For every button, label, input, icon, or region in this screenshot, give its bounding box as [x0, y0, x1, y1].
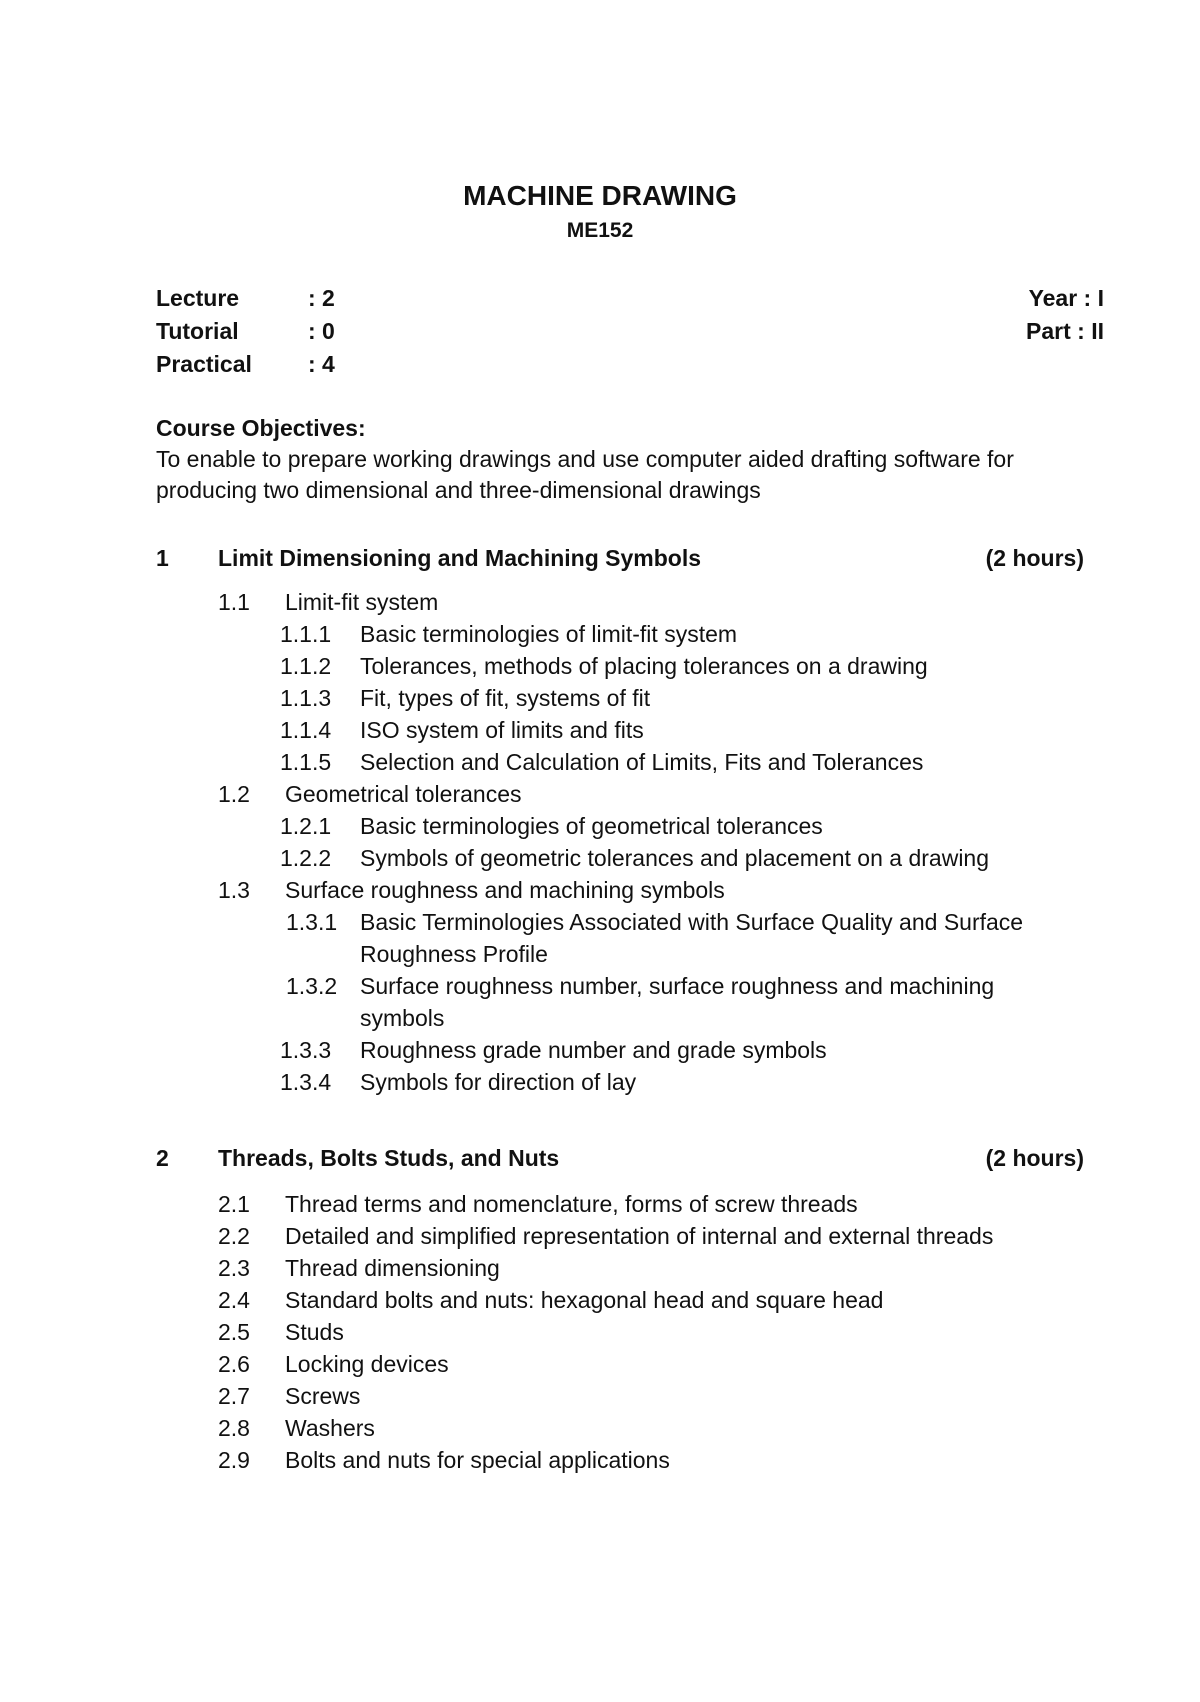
- sub-item-text: Basic terminologies of geometrical tolerances: [360, 813, 823, 839]
- hours-block: [156, 282, 335, 381]
- item-number: 1.3: [218, 877, 250, 903]
- section-title: Limit Dimensioning and Machining Symbols: [218, 545, 702, 571]
- section-number: 2: [156, 1145, 169, 1171]
- sub-item-text: Basic terminologies of limit-fit system: [360, 621, 738, 647]
- section-number: 1: [156, 545, 169, 571]
- sub-item-number: 1.1.3: [280, 685, 332, 711]
- item-text: Locking devices: [285, 1351, 449, 1377]
- section-items: [218, 586, 1098, 1098]
- section-items: [218, 1188, 1098, 1476]
- sub-item-number: 1.1.1: [280, 621, 332, 647]
- lecture-row: [156, 282, 335, 315]
- item-number: 2.5: [218, 1319, 250, 1345]
- list-item: [218, 1380, 1098, 1412]
- course-code: ME152: [566, 219, 634, 242]
- sub-item-number: 1.2.1: [280, 813, 332, 839]
- item-text: Detailed and simplified representation of internal and external threads: [285, 1223, 994, 1249]
- tutorial-value: : 0: [308, 318, 335, 344]
- sub-item-text: Surface roughness number, surface roughness and machining symbols: [360, 973, 995, 1031]
- year-part-block: [1026, 282, 1104, 348]
- list-item: [218, 1412, 1098, 1444]
- objectives-heading: Course Objectives:: [156, 415, 366, 441]
- sub-item-text: Symbols of geometric tolerances and placement on a drawing: [360, 845, 990, 871]
- objectives-text: To enable to prepare working drawings and use computer aided drafting software for producing two dimensional and three-dimensional drawings: [156, 446, 1014, 503]
- sub-item: [218, 1034, 1098, 1066]
- list-item: [218, 1348, 1098, 1380]
- sub-item-number: 1.3.2: [286, 973, 338, 999]
- practical-label: Practical: [156, 351, 252, 377]
- sub-item-number: 1.3.3: [280, 1037, 332, 1063]
- lecture-label: Lecture: [156, 285, 240, 311]
- item-text: Surface roughness and machining symbols: [285, 877, 725, 903]
- sub-item-text: ISO system of limits and fits: [360, 717, 644, 743]
- lecture-value: : 2: [308, 285, 335, 311]
- course-title: MACHINE DRAWING: [463, 180, 737, 211]
- item-number: 2.7: [218, 1383, 250, 1409]
- sub-item: [218, 650, 1098, 682]
- sub-item-text: Selection and Calculation of Limits, Fits and Tolerances: [360, 749, 924, 775]
- list-item: [218, 1220, 1098, 1252]
- year-label: Year : I: [1028, 285, 1104, 311]
- sub-item: [218, 1066, 1098, 1098]
- sub-item: [218, 618, 1098, 650]
- item-number: 1.1: [218, 589, 250, 615]
- sub-item-number: 1.3.4: [280, 1069, 332, 1095]
- sub-item-number: 1.1.4: [280, 717, 332, 743]
- list-item: [218, 1316, 1098, 1348]
- sub-item-text: Tolerances, methods of placing tolerances on a drawing: [360, 653, 928, 679]
- list-item: [218, 1284, 1098, 1316]
- item-text: Limit-fit system: [285, 589, 439, 615]
- item-number: 1.2: [218, 781, 250, 807]
- sub-item: [218, 714, 1098, 746]
- item-text: Screws: [285, 1383, 361, 1409]
- item-text: Standard bolts and nuts: hexagonal head and square head: [285, 1287, 884, 1313]
- part-label: Part : II: [1026, 318, 1104, 344]
- sub-item: [218, 682, 1098, 714]
- item-number: 2.8: [218, 1415, 250, 1441]
- item-text: Studs: [285, 1319, 344, 1345]
- sub-item-number: 1.1.2: [280, 653, 332, 679]
- item-number: 2.6: [218, 1351, 250, 1377]
- list-item: [218, 586, 1098, 618]
- item-text: Geometrical tolerances: [285, 781, 522, 807]
- item-number: 2.3: [218, 1255, 250, 1281]
- practical-row: [156, 348, 335, 381]
- sub-item-number: 1.2.2: [280, 845, 332, 871]
- item-number: 2.9: [218, 1447, 250, 1473]
- sub-item: [218, 810, 1098, 842]
- sub-item-number: 1.1.5: [280, 749, 332, 775]
- tutorial-label: Tutorial: [156, 318, 239, 344]
- item-text: Thread terms and nomenclature, forms of screw threads: [285, 1191, 858, 1217]
- item-number: 2.4: [218, 1287, 250, 1313]
- list-item: [218, 874, 1098, 906]
- item-number: 2.2: [218, 1223, 250, 1249]
- course-objectives: [156, 412, 1102, 506]
- tutorial-row: [156, 315, 335, 348]
- item-text: Thread dimensioning: [285, 1255, 500, 1281]
- section-title: Threads, Bolts Studs, and Nuts: [218, 1145, 560, 1171]
- practical-value: : 4: [308, 351, 335, 377]
- section-hours: (2 hours): [985, 1145, 1084, 1171]
- section-hours: (2 hours): [985, 545, 1084, 571]
- item-text: Bolts and nuts for special applications: [285, 1447, 670, 1473]
- list-item: [218, 1188, 1098, 1220]
- item-number: 2.1: [218, 1191, 250, 1217]
- sub-item: [218, 842, 1098, 874]
- sub-item-text: Symbols for direction of lay: [360, 1069, 637, 1095]
- sub-item-number: 1.3.1: [286, 909, 338, 935]
- sub-item-text: Basic Terminologies Associated with Surface Quality and Surface Roughness Profile: [360, 909, 1024, 967]
- list-item: [218, 778, 1098, 810]
- section-heading: [156, 1142, 1084, 1174]
- list-item: [218, 1252, 1098, 1284]
- sub-item-text: Roughness grade number and grade symbols: [360, 1037, 827, 1063]
- item-text: Washers: [285, 1415, 375, 1441]
- sub-item-text: Fit, types of fit, systems of fit: [360, 685, 651, 711]
- sub-item: [218, 906, 1098, 970]
- list-item: [218, 1444, 1098, 1476]
- sub-item: [218, 746, 1098, 778]
- section-heading: [156, 542, 1084, 574]
- sub-item: [218, 970, 1098, 1034]
